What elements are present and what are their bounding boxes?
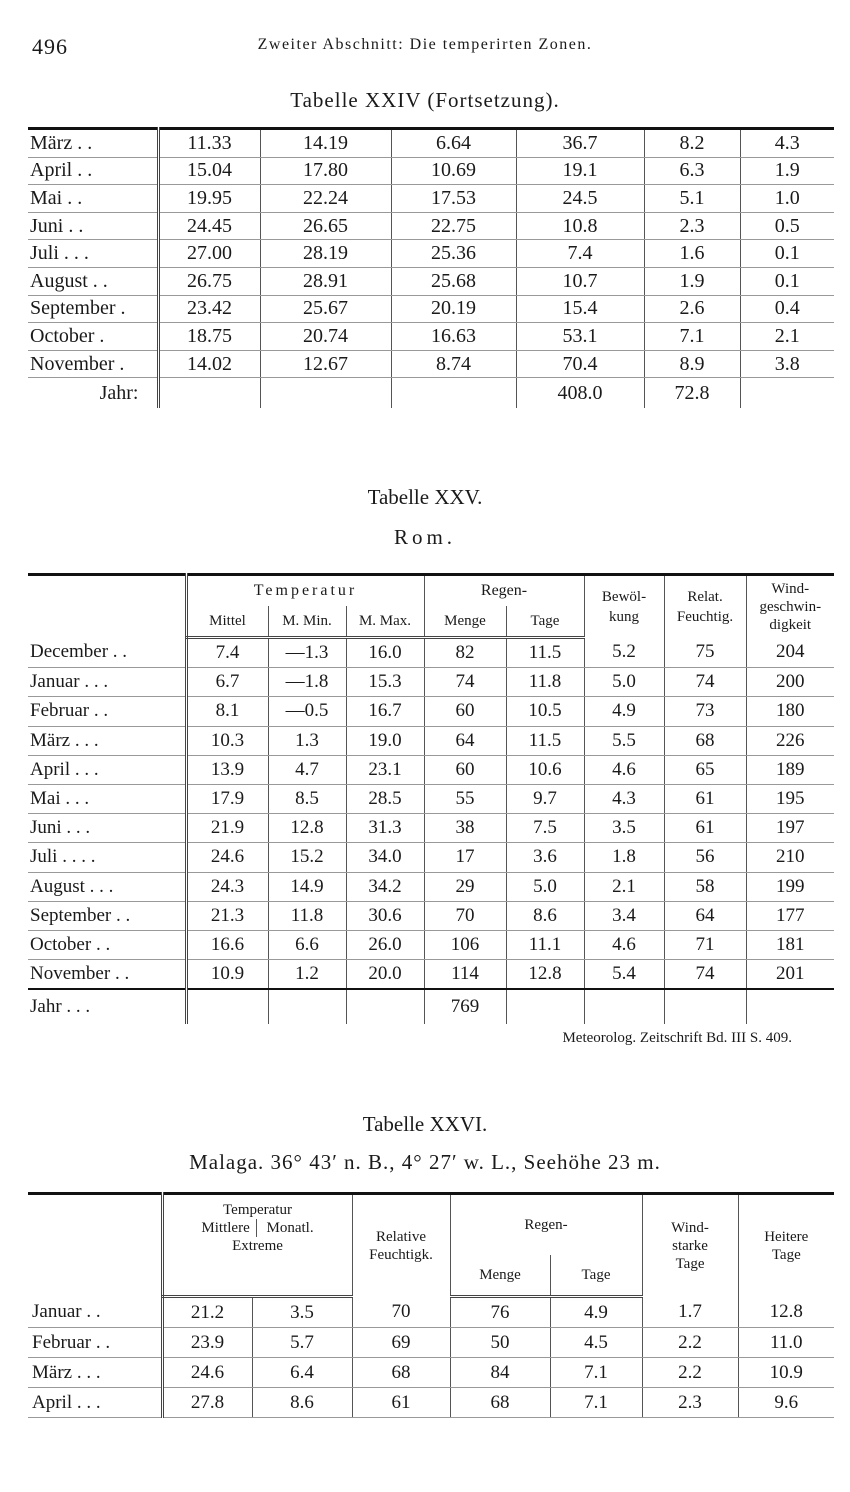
table-cell: 1.3 [268,726,346,755]
header-temperatur-group [162,1194,352,1256]
table-cell: 11.8 [506,668,584,697]
table-cell [506,989,584,1024]
row-label: October . . [28,930,186,959]
table-cell: 5.5 [584,726,664,755]
table-xxv [28,573,834,1024]
table-cell: 2.1 [584,872,664,901]
row-label: März . . [28,129,158,158]
table-cell: 5.0 [584,668,664,697]
table-cell: 15.04 [158,157,260,185]
header-feuchtig: Relat. Feuchtig. [664,575,746,638]
table-cell: 7.1 [550,1388,642,1418]
table-row [28,295,834,323]
header-bewolkung: Bewöl- kung [584,575,664,638]
table-cell: 26.75 [158,267,260,295]
table-xxiv-caption: Tabelle XXIV (Fortsetzung). [290,88,560,112]
table-cell: 6.7 [186,668,268,697]
header-extreme: Extreme [232,1238,283,1254]
table-cell: 24.5 [516,185,644,213]
table-cell: 15.4 [516,295,644,323]
table-cell: 16.7 [346,697,424,726]
table-cell: 1.0 [740,185,834,213]
table-cell: 20.19 [391,295,516,323]
header-temperatur: Temperatur [223,1202,292,1218]
header-m-max: M. Max. [346,606,424,638]
table-cell: 34.0 [346,843,424,872]
table-cell: 6.6 [268,930,346,959]
table-cell: 19.1 [516,157,644,185]
table-cell: 226 [746,726,834,755]
table-cell: 75 [664,638,746,668]
table-cell: 10.9 [738,1358,834,1388]
table-cell: 21.2 [162,1297,252,1328]
table-cell: 16.0 [346,638,424,668]
table-cell: 8.2 [644,129,740,158]
table-cell: 11.33 [158,129,260,158]
table-cell: 3.5 [584,814,664,843]
table-xxv-caption: Tabelle XXV. [367,485,483,509]
table-cell: 68 [352,1358,450,1388]
table-row [28,755,834,784]
table-row [28,930,834,959]
header-heitere: Heitere Tage [738,1194,834,1297]
row-label: November . [28,350,158,378]
table-cell: 64 [424,726,506,755]
table-cell: 74 [664,668,746,697]
table-cell: 20.74 [260,323,391,351]
header-mittel: Mittel [186,606,268,638]
table-cell: 10.7 [516,267,644,295]
row-label: November . . [28,960,186,990]
row-label: Juli . . . [28,240,158,268]
table-cell: 29 [424,872,506,901]
table-row [28,212,834,240]
table-cell: 82 [424,638,506,668]
header-temp-spacer [162,1255,352,1297]
row-label: Jahr: [99,381,139,404]
year-row [28,378,834,409]
table-row [28,185,834,213]
table-cell: 5.0 [506,872,584,901]
row-label: April . . . [28,755,186,784]
table-cell: 2.3 [644,212,740,240]
table-row [28,697,834,726]
table-cell: 4.9 [584,697,664,726]
table-cell: —1.8 [268,668,346,697]
table-cell: 11.1 [506,930,584,959]
table-cell: 65 [664,755,746,784]
table-cell: 11.0 [738,1328,834,1358]
row-label: September . . [28,901,186,930]
table-cell: 7.4 [186,638,268,668]
table-cell: 3.8 [740,350,834,378]
table-cell: 180 [746,697,834,726]
table-cell: 2.2 [642,1358,738,1388]
table-row [28,784,834,813]
table-cell: 24.6 [162,1358,252,1388]
table-cell: 4.6 [584,930,664,959]
table-cell: 12.8 [506,960,584,990]
row-label: August . . . [28,872,186,901]
table-cell [158,378,260,409]
table-cell: 38 [424,814,506,843]
row-label: Februar . . [28,697,186,726]
table-cell: 60 [424,697,506,726]
table-row [28,157,834,185]
row-label: August . . [28,267,158,295]
row-label: October . [28,323,158,351]
table-cell [584,989,664,1024]
table-cell: 8.1 [186,697,268,726]
table-cell: 4.7 [268,755,346,784]
page-number: 496 [32,34,68,59]
table-cell: 61 [352,1388,450,1418]
table-cell: 11.5 [506,726,584,755]
row-label: Juni . . . [28,814,186,843]
table-cell: 5.4 [584,960,664,990]
table-cell [746,989,834,1024]
row-label: Juli . . . . [28,843,186,872]
table-cell: 24.45 [158,212,260,240]
table-cell: 12.67 [260,350,391,378]
table-cell: 3.4 [584,901,664,930]
table-cell: 28.91 [260,267,391,295]
table-row [28,726,834,755]
table-cell: 195 [746,784,834,813]
table-cell: 27.00 [158,240,260,268]
table-cell: 25.68 [391,267,516,295]
table-xxvi-caption: Tabelle XXVI. [362,1112,488,1136]
table-cell: 9.6 [738,1388,834,1418]
table-cell: 28.5 [346,784,424,813]
table-cell: 30.6 [346,901,424,930]
table-row [28,638,834,668]
table-cell: 55 [424,784,506,813]
table-cell: 197 [746,814,834,843]
row-label: Januar . . . [28,668,186,697]
table-cell: 25.36 [391,240,516,268]
table-row [28,1358,834,1388]
table-xxvi [28,1192,834,1418]
table-cell: 2.1 [740,323,834,351]
header-windstarke: Wind- starke Tage [642,1194,738,1297]
table-cell: 15.2 [268,843,346,872]
table-cell [268,989,346,1024]
table-xxiv [28,127,834,408]
table-row [28,1328,834,1358]
table-cell: 10.6 [506,755,584,784]
table-cell: 28.19 [260,240,391,268]
table-cell [740,378,834,409]
table-cell: 24.6 [186,843,268,872]
table-row [28,1297,834,1328]
table-cell: 114 [424,960,506,990]
table-cell: 22.75 [391,212,516,240]
table-cell: 25.67 [260,295,391,323]
table-cell: 21.9 [186,814,268,843]
table-cell: 201 [746,960,834,990]
table-cell: 10.5 [506,697,584,726]
table-cell: 13.9 [186,755,268,784]
table-cell: 6.4 [252,1358,352,1388]
table-cell: 3.6 [506,843,584,872]
table-cell: 16.63 [391,323,516,351]
table-row [28,350,834,378]
table-cell: 61 [664,784,746,813]
table-row [28,1388,834,1418]
table-cell: 5.1 [644,185,740,213]
table-cell: 23.9 [162,1328,252,1358]
table-cell: 199 [746,872,834,901]
row-label: Juni . . [28,212,158,240]
table-cell: 9.7 [506,784,584,813]
table-cell: 181 [746,930,834,959]
table-cell: 76 [450,1297,550,1328]
table-cell: 18.75 [158,323,260,351]
table-cell: —0.5 [268,697,346,726]
table-cell: 2.3 [642,1388,738,1418]
table-cell: 2.6 [644,295,740,323]
header-monatl: Monatl. [266,1220,314,1236]
table-cell: 61 [664,814,746,843]
table-cell: 71 [664,930,746,959]
header-wind: Wind- geschwin- digkeit [746,575,834,638]
table-cell: —1.3 [268,638,346,668]
header-tage: Tage [550,1255,642,1297]
row-label: April . . [28,157,158,185]
table-cell: 7.4 [516,240,644,268]
table-row [28,814,834,843]
table-cell: 4.5 [550,1328,642,1358]
table-cell: 4.6 [584,755,664,784]
header-empty [28,1194,162,1297]
table-cell: 5.2 [584,638,664,668]
table-cell: 0.4 [740,295,834,323]
table-cell: 26.0 [346,930,424,959]
row-label: Mai . . [28,185,158,213]
table-cell: 1.8 [584,843,664,872]
year-row [28,989,834,1024]
table-cell: 210 [746,843,834,872]
table-cell: 14.9 [268,872,346,901]
table-cell: 36.7 [516,129,644,158]
table-cell: 68 [664,726,746,755]
table-cell: 1.7 [642,1297,738,1328]
table-cell: 177 [746,901,834,930]
header-m-min: M. Min. [268,606,346,638]
table-cell: 0.1 [740,267,834,295]
header-mittlere: Mittlere [201,1219,256,1237]
table-cell: 8.74 [391,350,516,378]
table-cell: 1.9 [644,267,740,295]
table-cell: 69 [352,1328,450,1358]
header-menge: Menge [424,606,506,638]
table-cell: 84 [450,1358,550,1388]
table-row [28,240,834,268]
table-cell [260,378,391,409]
table-cell: 6.3 [644,157,740,185]
table-cell: 0.1 [740,240,834,268]
row-label: September . [28,295,158,323]
table-row [28,323,834,351]
table-cell: 73 [664,697,746,726]
table-cell: 6.64 [391,129,516,158]
table-cell: 58 [664,872,746,901]
table-cell: 204 [746,638,834,668]
table-cell: 74 [424,668,506,697]
table-cell: 0.5 [740,212,834,240]
table-cell: 7.1 [644,323,740,351]
table-cell: 74 [664,960,746,990]
table-cell [346,989,424,1024]
table-cell: 8.6 [252,1388,352,1418]
table-cell: 50 [450,1328,550,1358]
table-cell: 2.2 [642,1328,738,1358]
table-cell: 27.8 [162,1388,252,1418]
table-cell: 769 [424,989,506,1024]
table-cell: 4.9 [550,1297,642,1328]
table-cell [664,989,746,1024]
table-cell: 10.8 [516,212,644,240]
table-cell: 68 [450,1388,550,1418]
table-cell: 24.3 [186,872,268,901]
table-cell: 11.5 [506,638,584,668]
table-cell: 14.19 [260,129,391,158]
row-label: Jahr . . . [30,996,91,1018]
row-label: März . . . [28,726,186,755]
table-row [28,129,834,158]
row-label: April . . . [28,1388,162,1418]
header-regen: Regen- [450,1194,642,1256]
table-cell: 34.2 [346,872,424,901]
row-label: Februar . . [28,1328,162,1358]
table-cell: 4.3 [740,129,834,158]
table-row [28,872,834,901]
table-cell: 4.3 [584,784,664,813]
table-cell: 64 [664,901,746,930]
table-cell: 70 [424,901,506,930]
table-cell: 72.8 [644,378,740,409]
table-cell: 1.2 [268,960,346,990]
table-cell [391,378,516,409]
row-label: März . . . [28,1358,162,1388]
table-cell: 200 [746,668,834,697]
table-cell: 31.3 [346,814,424,843]
header-empty [28,575,186,638]
table-cell: 17.53 [391,185,516,213]
table-row [28,901,834,930]
table-cell: 11.8 [268,901,346,930]
table-cell [186,989,268,1024]
table-cell: 7.1 [550,1358,642,1388]
table-row [28,668,834,697]
table-cell: 53.1 [516,323,644,351]
running-title: Zweiter Abschnitt: Die temperirten Zonen. [257,36,593,53]
table-cell: 22.24 [260,185,391,213]
table-cell: 10.69 [391,157,516,185]
header-feuchtigk: Relative Feuchtigk. [352,1194,450,1297]
table-cell: 10.9 [186,960,268,990]
table-cell: 8.9 [644,350,740,378]
table-cell: 3.5 [252,1297,352,1328]
table-cell: 17.9 [186,784,268,813]
row-label: Januar . . [28,1297,162,1328]
table-cell: 408.0 [516,378,644,409]
table-cell: 70 [352,1297,450,1328]
table-cell: 8.6 [506,901,584,930]
row-label: December . . [28,638,186,668]
header-temperatur: Temperatur [186,575,424,607]
table-xxv-source: Meteorolog. Zeitschrift Bd. III S. 409. [562,1030,792,1046]
table-cell: 56 [664,843,746,872]
table-cell: 14.02 [158,350,260,378]
table-cell: 26.65 [260,212,391,240]
table-cell: 60 [424,755,506,784]
table-cell: 20.0 [346,960,424,990]
table-cell: 17.80 [260,157,391,185]
table-row [28,960,834,990]
table-cell: 70.4 [516,350,644,378]
table-row [28,843,834,872]
table-cell: 1.6 [644,240,740,268]
table-cell: 106 [424,930,506,959]
table-cell: 189 [746,755,834,784]
table-cell: 23.42 [158,295,260,323]
table-cell: 23.1 [346,755,424,784]
table-cell: 17 [424,843,506,872]
table-cell: 15.3 [346,668,424,697]
table-cell: 19.95 [158,185,260,213]
table-cell: 19.0 [346,726,424,755]
header-tage: Tage [506,606,584,638]
table-cell: 10.3 [186,726,268,755]
table-cell: 5.7 [252,1328,352,1358]
header-regen: Regen- [424,575,584,607]
table-cell: 21.3 [186,901,268,930]
table-cell: 8.5 [268,784,346,813]
table-cell: 12.8 [268,814,346,843]
table-row [28,267,834,295]
table-cell: 1.9 [740,157,834,185]
table-cell: 16.6 [186,930,268,959]
header-menge: Menge [450,1255,550,1297]
table-cell: 7.5 [506,814,584,843]
table-cell: 12.8 [738,1297,834,1328]
table-xxvi-subcaption: Malaga. 36° 43′ n. B., 4° 27′ w. L., Seehöhe 23 m. [189,1150,661,1174]
table-xxv-subcaption: Rom. [393,525,457,549]
row-label: Mai . . . [28,784,186,813]
